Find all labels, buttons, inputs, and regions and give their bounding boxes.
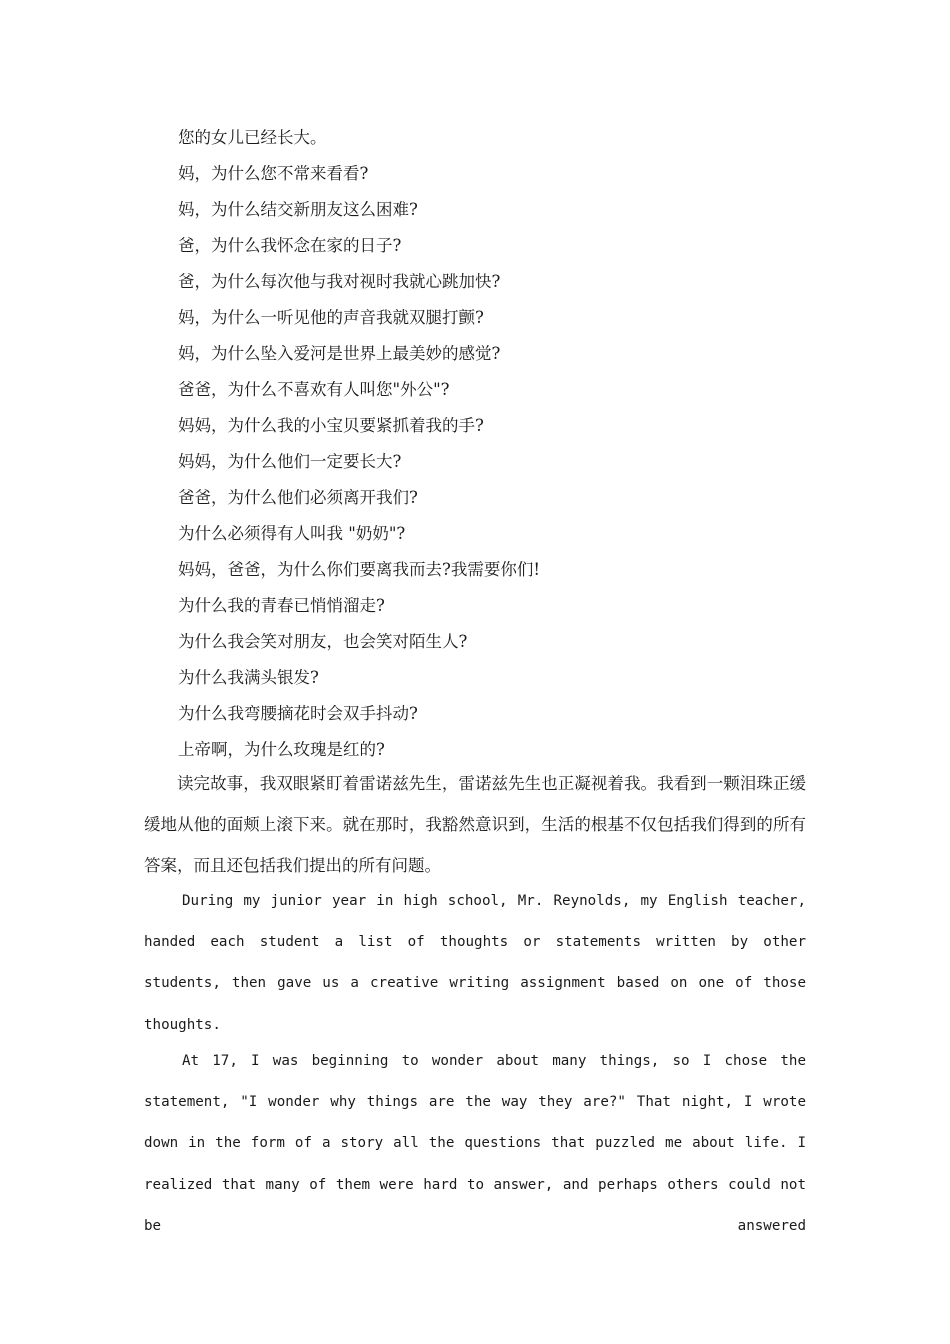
question-line: 爸爸，为什么不喜欢有人叫您"外公"? [178,380,450,399]
question-line: 妈，为什么坠入爱河是世界上最美妙的感觉? [178,344,501,363]
question-line: 妈，为什么一听见他的声音我就双腿打颤? [178,308,484,327]
question-line: 为什么我满头银发? [178,668,319,687]
question-line: 上帝啊，为什么玫瑰是红的? [178,740,385,759]
question-line: 爸爸，为什么他们必须离开我们? [178,488,418,507]
question-line: 爸，为什么我怀念在家的日子? [178,236,402,255]
question-line: 妈，为什么结交新朋友这么困难? [178,200,418,219]
question-line: 妈，为什么您不常来看看? [178,164,369,183]
question-line: 妈妈，爸爸，为什么你们要离我而去?我需要你们! [178,560,540,579]
question-line: 妈妈，为什么他们一定要长大? [178,452,402,471]
question-line: 妈妈，为什么我的小宝贝要紧抓着我的手? [178,416,484,435]
english-paragraph: During my junior year in high school, Mr. Reynolds, my English teacher, handed each student a list of thoughts or statements written by other students, then gave us a creative writing assignment based on one of those thoughts. [144,893,806,1033]
chinese-paragraph: 读完故事，我双眼紧盯着雷诺兹先生，雷诺兹先生也正凝视着我。我看到一颗泪珠正缓缓地从他的面颊上滚下来。就在那时，我豁然意识到，生活的根基不仅包括我们得到的所有答案，而且还包括我们提出的所有问题。 [144,774,806,875]
question-line: 为什么必须得有人叫我 "奶奶"? [178,524,406,543]
question-line: 爸，为什么每次他与我对视时我就心跳加快? [178,272,501,291]
question-line: 为什么我会笑对朋友，也会笑对陌生人? [178,632,468,651]
english-paragraph: At 17, I was beginning to wonder about many things, so I chose the statement, "I wonder why things are the way they are?" That night, I wrote down in the form of a story all the questions that puzzled me about life. I realized that many of them were hard to answer, and perhaps others could not be answered [144,1053,806,1234]
question-line: 为什么我的青春已悄悄溜走? [178,596,385,615]
question-line: 为什么我弯腰摘花时会双手抖动? [178,704,418,723]
question-line: 您的女儿已经长大。 [178,128,327,147]
